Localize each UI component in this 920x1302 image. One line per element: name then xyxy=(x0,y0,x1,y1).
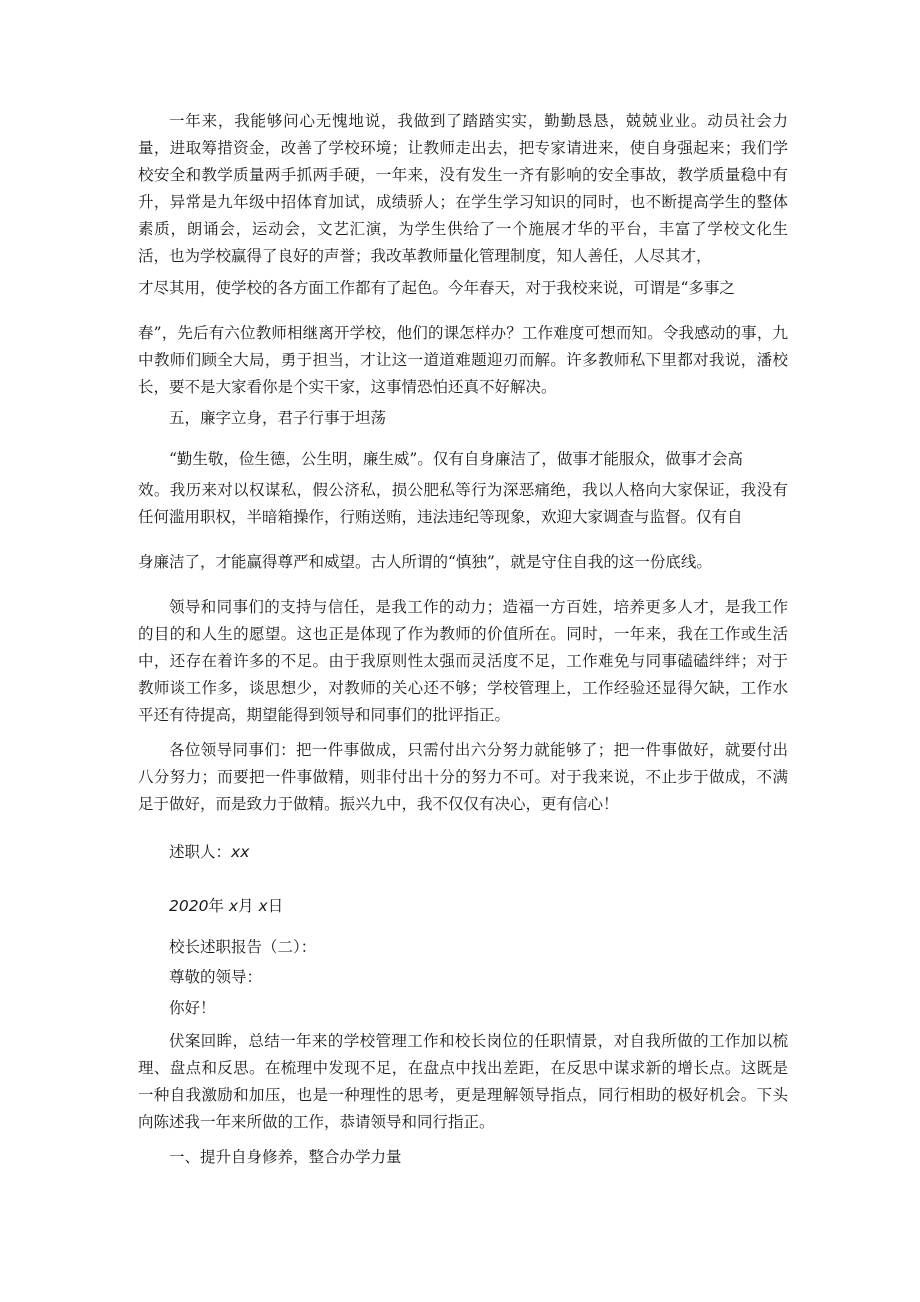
date-month-suffix: 月 xyxy=(238,897,254,915)
section-heading-integrity: 五，廉字立身，君子行事于坦荡 xyxy=(169,409,387,427)
date-month: x xyxy=(228,897,239,915)
date-year-suffix: 年 xyxy=(208,897,224,915)
date-year: 2020 xyxy=(169,897,209,915)
section-heading-self-improvement: 一、提升自身修养，整合办学力量 xyxy=(169,1148,402,1166)
signature-name: xx xyxy=(231,843,250,861)
paragraph-closing-remarks: 各位领导同事们：把一件事做成，只需付出六分努力就能够了；把一件事做好，就要付出八分努力；而要把一件事做精，则非付出十分的努力不可。对于我来说，不止步于做成，不满足于做好，而是致力于做精。振兴九中，我不仅仅有决心，更有信心！ xyxy=(138,741,788,813)
date-day: x xyxy=(258,897,268,915)
report-date xyxy=(138,893,788,920)
paragraph-integrity-pledge: 效。我历来对以权谋私，假公济私，损公肥私等行为深恶痛绝，我以人格向大家保证，我没有任何滥用职权，半暗箱操作，行贿送贿，违法违纪等现象，欢迎大家调查与监督。仅有自 xyxy=(138,481,788,526)
paragraph-continuation: 才尽其用，使学校的各方面工作都有了起色。今年春天，对于我校来说，可谓是“多事之 xyxy=(138,279,735,297)
paragraph-review-intro: 伏案回眸，总结一年来的学校管理工作和校长岗位的任职情景，对自我所做的工作加以梳理、盘点和反思。在梳理中发现不足，在盘点中找出差距，在反思中谋求新的增长点。这既是一种自我激励和加压，也是一种理性的思考，更是理解领导指点，同行相助的极好机会。下头向陈述我一年来所做的工作，恭请领导和同行指正。 xyxy=(138,1032,788,1131)
paragraph-self-reflection: 领导和同事们的支持与信任，是我工作的动力；造福一方百姓，培养更多人才，是我工作的目的和人生的愿望。这也正是体现了作为教师的价值所在。同时，一年来，我在工作或生活中，还存在着许多的不足。由于我原则性太强而灵活度不足，工作难免与同事磕磕绊绊；对于教师谈工作多，谈思想少，对教师的关心还不够；学校管理上，工作经验还显得欠缺，工作水平还有待提高，期望能得到领导和同事们的批评指正。 xyxy=(138,598,788,724)
paragraph-integrity-end: 身廉洁了，才能赢得尊严和威望。古人所谓的“慎独”，就是守住自我的这一份底线。 xyxy=(138,553,712,571)
date-day-suffix: 日 xyxy=(267,897,284,915)
paragraph-integrity-quote: “勤生敬，俭生德，公生明，廉生威”。仅有自身廉洁了，做事才能服众，做事才会高 xyxy=(169,450,743,468)
paragraph-achievements: 一年来，我能够问心无愧地说，我做到了踏踏实实，勤勤恳恳，兢兢业业。动员社会力量，进取筹措资金，改善了学校环境；让教师走出去，把专家请进来，使自身强起来；我们学校安全和教学质量两手抓两手硬，一年来，没有发生一齐有影响的安全事故，教学质量稳中有升，异常是九年级中招体育加试，成绩骄人；在学生学习知识的同时，也不断提高学生的整体素质，朗诵会，运动会，文艺汇演，为学生供给了一个施展才华的平台，丰富了学校文化生活，也为学校赢得了良好的声誉；我改革教师量化管理制度，知人善任，人尽其才， xyxy=(138,112,788,265)
report-title-two: 校长述职报告（二）： xyxy=(169,938,317,956)
paragraph-spring-events: 春”，先后有六位教师相继离开学校，他们的课怎样办？工作难度可想而知。令我感动的事，九中教师们顾全大局，勇于担当，才让这一道道难题迎刃而解。许多教师私下里都对我说，潘校长，要不是大家看你是个实干家，这事情恐怕还真不好解决。 xyxy=(138,324,788,396)
document-body xyxy=(138,108,788,1171)
greeting: 你好！ xyxy=(169,999,216,1017)
salutation: 尊敬的领导： xyxy=(169,968,263,986)
signature-line xyxy=(138,836,788,869)
signature-label: 述职人： xyxy=(169,843,232,861)
